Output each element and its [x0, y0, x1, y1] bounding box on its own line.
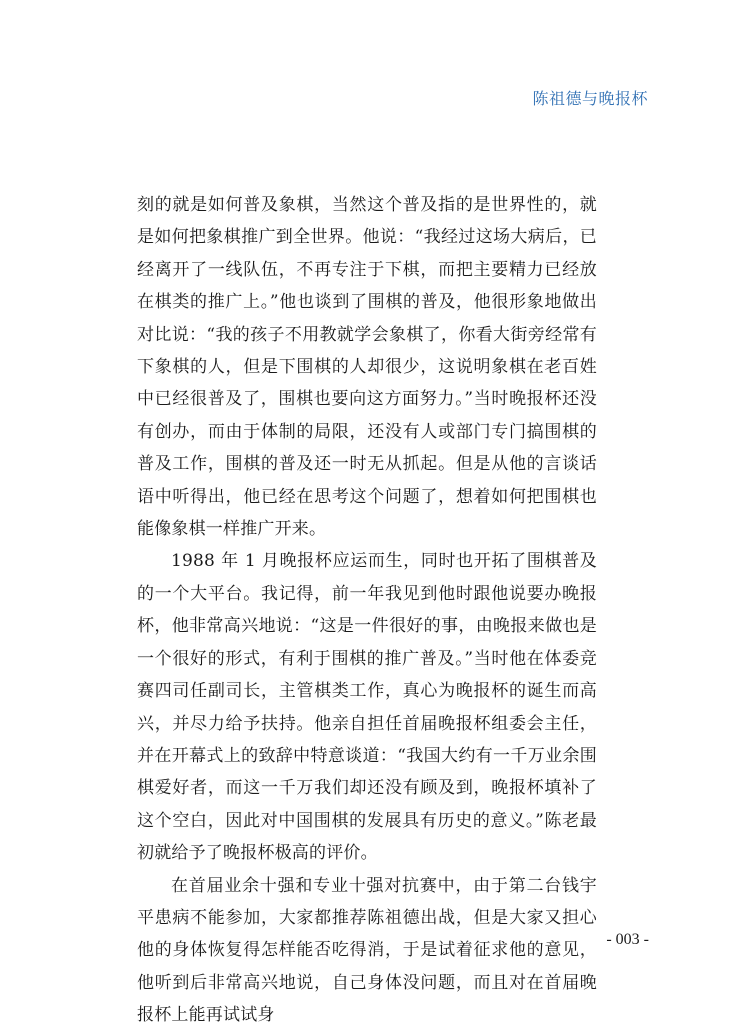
page-number: - 003 - — [606, 931, 649, 948]
paragraph-1: 刻的就是如何普及象棋，当然这个普及指的是世界性的，就是如何把象棋推广到全世界。他说：“我经过这场大病后，已经离开了一线队伍，不再专注于下棋，而把主要精力已经放在棋类的推广上。”他也谈到了围棋的普及，他很形象地做出对比说：“我的孩子不用教就学会象棋了，你看大街旁经常有下象棋的人，但是下围棋的人却很少，这说明象棋在老百姓中已经很普及了，围棋也要向这方面努力。”当时晚报杯还没有创办，而由于体制的局限，还没有人或部门专门搞围棋的普及工作，围棋的普及还一时无从抓起。但是从他的言谈话语中听得出，他已经在思考这个问题了，想着如何把围棋也能像象棋一样推广开来。 — [137, 195, 597, 540]
running-header-title: 陈祖德与晚报杯 — [532, 89, 648, 108]
body-text — [137, 189, 597, 1032]
paragraph-3: 在首届业余十强和专业十强对抗赛中，由于第二台钱宇平患病不能参加，大家都推荐陈祖德出战，但是大家又担心他的身体恢复得怎样能否吃得消，于是试着征求他的意见，他听到后非常高兴地说，自己身体没问题，而且对在首届晚报杯上能再试试身 — [137, 875, 597, 1026]
paragraph-2: 1988 年 1 月晚报杯应运而生，同时也开拓了围棋普及的一个大平台。我记得，前一年我见到他时跟他说要办晚报杯，他非常高兴地说：“这是一件很好的事，由晚报来做也是一个很好的形式，有利于围棋的推广普及。”当时他在体委竞赛四司任副司长，主管棋类工作，真心为晚报杯的诞生而高兴，并尽力给予扶持。他亲自担任首届晚报杯组委会主任，并在开幕式上的致辞中特意谈道：“我国大约有一千万业余围棋爱好者，而这一千万我们却还没有顾及到，晚报杯填补了这个空白，因此对中国围棋的发展具有历史的意义。”陈老最初就给予了晚报杯极高的评价。 — [137, 551, 597, 864]
